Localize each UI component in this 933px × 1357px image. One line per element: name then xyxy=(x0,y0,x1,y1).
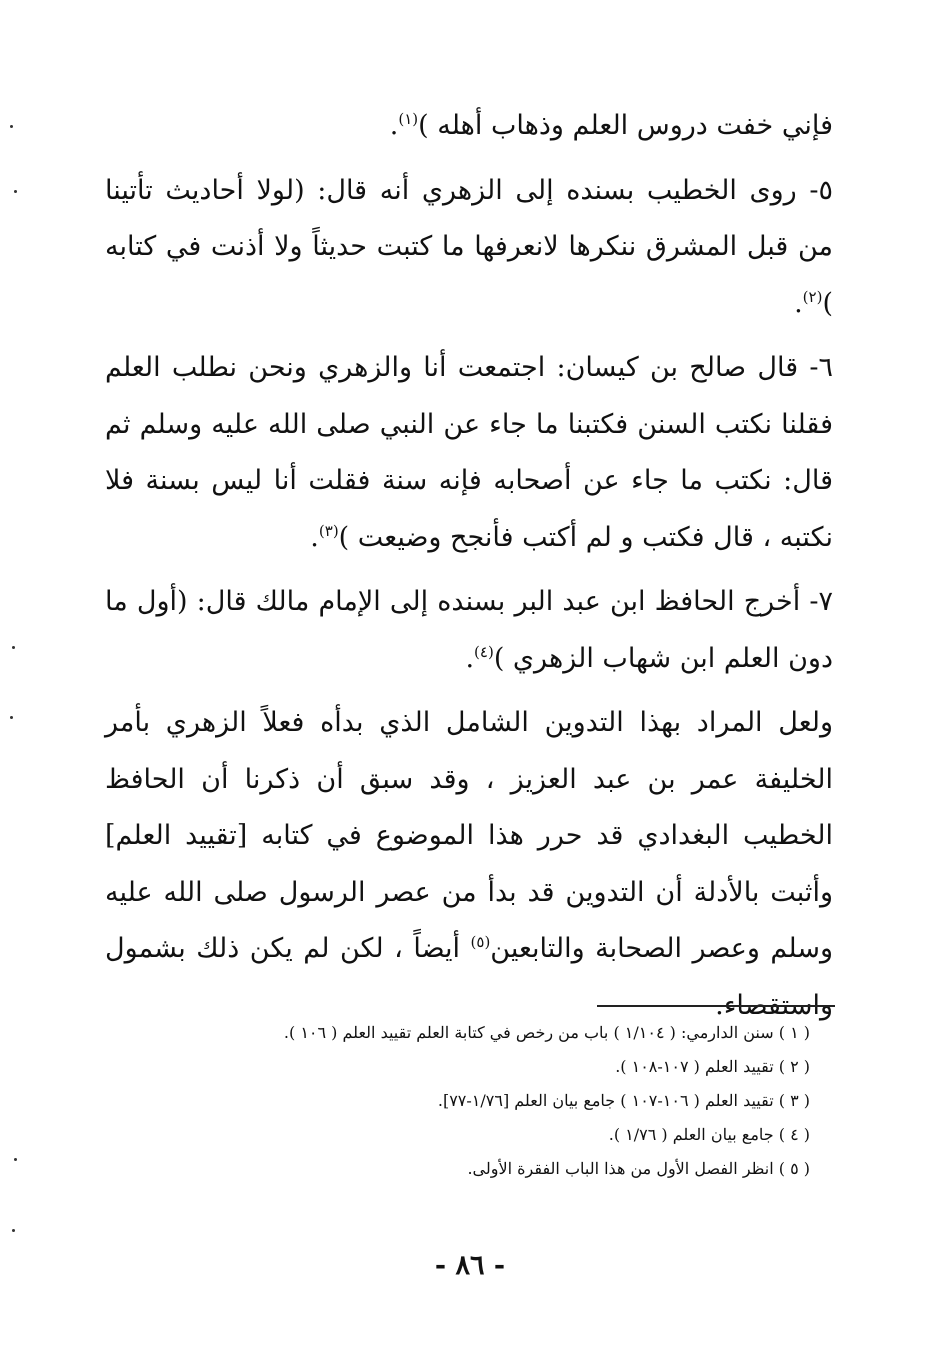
footnote: ( ١ ) سنن الدارمي: ( ١/١٠٤ ) باب من رخص في كتابة العلم تقييد العلم ( ١٠٦ ). xyxy=(283,1023,810,1042)
footnote: ( ٢ ) تقييد العلم ( ١٠٧-١٠٨ ). xyxy=(615,1057,810,1076)
footnote-ref: (٥) xyxy=(470,933,491,951)
paragraph-tail: . xyxy=(794,287,803,319)
footnote-ref: (٢) xyxy=(802,287,823,306)
paragraph xyxy=(105,340,833,566)
paragraph xyxy=(105,574,833,687)
body-text xyxy=(105,98,833,1042)
footnote: ( ٤ ) جامع بيان العلم ( ١/٧٦ ). xyxy=(608,1125,810,1144)
footnote-separator xyxy=(597,1005,835,1007)
scan-speck xyxy=(12,1229,15,1232)
scan-speck xyxy=(14,190,17,193)
paragraph-text: ٦- قال صالح بن كيسان: اجتمعت أنا والزهري ونحن نطلب العلم فقلنا نكتب السنن فكتبنا ما جاء عن النبي صلى الله عليه وسلم ثم قال: نكتب ما جاء عن أصحابه فإنه سنة فقلت أنا ليس بسنة فلا نكتبه ، قال فكتب و لم أكتب فأنجح وضيعت ) xyxy=(105,352,833,553)
scan-speck xyxy=(10,716,13,719)
footnote-ref: (٣) xyxy=(318,521,339,540)
paragraph xyxy=(105,98,833,155)
scan-speck xyxy=(12,646,15,649)
paragraph-tail: . xyxy=(465,642,475,674)
page-number: - ٨٦ - xyxy=(434,1250,506,1281)
footnotes xyxy=(283,1016,810,1186)
footnote-ref: (١) xyxy=(398,110,419,128)
paragraph-text: ولعل المراد بهذا التدوين الشامل الذي بدأه فعلاً الزهري بأمر الخليفة عمر بن عبد العزيز ، وقد سبق أن ذكرنا أن الحافظ الخطيب البغدادي قد حرر هذا الموضوع في كتابه [تقييد العلم] وأثبت بالأدلة أن التدوين قد بدأ من عصر الرسول صلى الله عليه وسلم وعصر الصحابة والتابعين xyxy=(105,707,833,964)
footnote: ( ٥ ) انظر الفصل الأول من هذا الباب الفقرة الأولى. xyxy=(467,1159,810,1178)
paragraph xyxy=(105,163,833,333)
paragraph-tail: . xyxy=(310,521,319,553)
paragraph xyxy=(105,695,833,1034)
footnote: ( ٣ ) تقييد العلم ( ١٠٦-١٠٧ ) جامع بيان العلم [١/٧٦-٧٧]. xyxy=(437,1091,810,1110)
paragraph-text: ٧- أخرج الحافظ ابن عبد البر بسنده إلى الإمام مالك قال: (أول ما دون العلم ابن شهاب الزهري ) xyxy=(105,586,833,674)
scan-speck xyxy=(14,1158,17,1161)
paragraph-text: ٥- روى الخطيب بسنده إلى الزهري أنه قال: (لولا أحاديث تأتينا من قبل المشرق ننكرها لانعرفها ما كتبت حديثاً ولا أذنت في كتابه ) xyxy=(105,174,833,319)
scan-speck xyxy=(10,125,13,128)
paragraph-tail: . xyxy=(389,110,399,141)
footnote-ref: (٤) xyxy=(474,642,494,661)
paragraph-tail: أيضاً ، لكن لم يكن ذلك بشمول واستقصاء. xyxy=(105,933,833,1021)
paragraph-text: فإني خفت دروس العلم وذهاب أهله ) xyxy=(418,110,833,141)
